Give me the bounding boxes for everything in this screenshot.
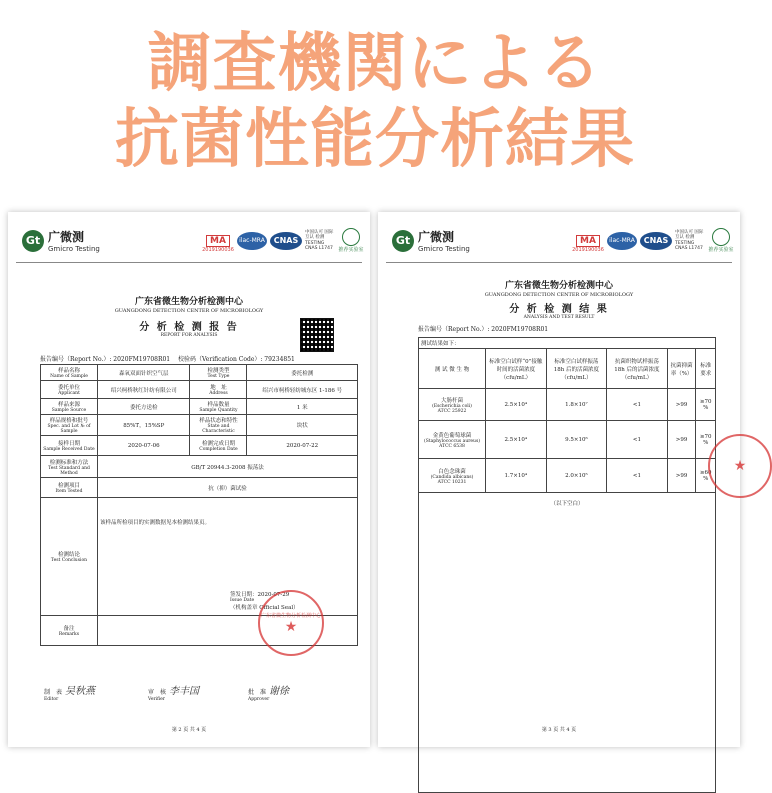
page-footer: 第 2 页 共 4 页 xyxy=(171,727,207,733)
result-title-cn: 分 析 检 测 结 果 xyxy=(509,304,609,315)
sample-quantity: 1 米 xyxy=(247,399,358,415)
gmicro-logo-icon: Gt xyxy=(392,230,414,252)
report-info-table: 样品名称 Name of Sample 森氧双面针织空气层 检测类型 Test Type 委托检测 委托单位 Applicant 绍兴柯桥秋红针纺有限公司 地 址 Address 绍兴市柯桥轻纺城东区 1-186 号 样品来源 Sample Source 委托方送检 样品数量 Sample Quantity 1 米 样品规格和批号 Spec. and Lot № of Sample 85%T，15%SP 样品状态和特性 State and Characteristic 块状 接样日期 Sample Received Date 2020-07-06 检测完成日期 Completion Date 2020-07-22 检测标准和方法 Test Standard and Method GB/T 20944.3-2008 振荡法 检测项目 Item Tested 抗（抑）菌试验 检测结论 Test Conclusion 该样品所检项目的实测数据见本检测结果页。 签发日期：2020-07-29 Issue Date （机构盖章 Official Seal） 备注 Remarks xyxy=(40,364,358,646)
report-title-cn: 分 析 检 测 报 告 xyxy=(139,322,239,333)
recommended-lab-logo-icon: 推荐实验室 xyxy=(338,228,364,253)
gmicro-logo xyxy=(392,228,470,253)
org-name-cn: 广东省微生物分析检测中心 xyxy=(504,281,613,291)
report-page-2 xyxy=(378,212,747,747)
cma-logo-icon: MA 2019190036 xyxy=(202,236,234,253)
verifier-signature: 审 核 李丰国 Verifier xyxy=(148,686,200,702)
address: 绍兴市柯桥轻纺城东区 1-186 号 xyxy=(247,381,358,399)
table-caption: 测试结果如下： xyxy=(419,338,716,349)
report-number: 报告编号（Report No.）: 2020FM19708R01 xyxy=(40,356,171,363)
cnas-logo-icon: CNAS xyxy=(270,232,302,250)
cnas-text: 中国认可 国际互认 检测 TESTING CNAS L1747 xyxy=(675,229,704,251)
certification-logos xyxy=(572,228,734,253)
gmicro-logo xyxy=(22,228,100,253)
recommended-lab-logo-icon: 推荐实验室 xyxy=(708,228,734,253)
editor-signature: 制 表 吴秋燕 Editor xyxy=(44,686,96,702)
sample-source: 委托方送检 xyxy=(98,399,190,415)
sample-name: 森氧双面针织空气层 xyxy=(98,365,190,381)
sample-spec: 85%T，15%SP xyxy=(98,415,190,436)
gmicro-logo-icon: Gt xyxy=(22,230,44,252)
test-results-table xyxy=(418,337,716,793)
qr-code-icon xyxy=(300,318,334,352)
page-footer: 第 3 页 共 4 页 xyxy=(541,727,577,733)
ilac-mra-logo-icon: ilac-MRA xyxy=(607,232,637,250)
verification-code: 校验码（Verification Code）: 79234851 xyxy=(178,356,295,363)
completion-date: 2020-07-22 xyxy=(247,436,358,456)
test-type: 委托检测 xyxy=(247,365,358,381)
received-date: 2020-07-06 xyxy=(98,436,190,456)
report-number: 报告编号（Report No.）: 2020FM19708R01 xyxy=(418,326,549,333)
item-tested: 抗（抑）菌试验 xyxy=(98,478,358,498)
official-seal-text: （机构盖章 Official Seal） xyxy=(230,605,299,611)
official-seal-stamp: 广东省微生物分析检测中心 ★ xyxy=(258,590,324,656)
result-title-en: ANALYSIS AND TEST RESULT xyxy=(523,315,595,320)
report-page-1 xyxy=(8,212,370,747)
cma-logo-icon: MA 2019190036 xyxy=(572,236,604,253)
cnas-text: 中国认可 国际互认 检测 TESTING CNAS L1747 xyxy=(305,229,334,251)
logo-cn-text: 广微测 xyxy=(48,230,85,244)
certification-logos xyxy=(202,228,364,253)
table-row: 金黄色葡萄球菌 (Staphylococcus aureus) ATCC 6538 2.5×10⁴ 9.5×10⁶ <1 >99 ≥70 % xyxy=(419,421,716,459)
applicant: 绍兴柯桥秋红针纺有限公司 xyxy=(98,381,190,399)
headline-line-1: 調査機関による xyxy=(147,27,603,101)
blank-below-notice: （以下空白） xyxy=(419,493,716,793)
cnas-logo-icon: CNAS xyxy=(640,232,672,250)
issue-date: 2020-07-29 xyxy=(257,592,290,598)
test-standard: GB/T 20944.3-2008 振荡法 xyxy=(98,456,358,478)
ilac-mra-logo-icon: ilac-MRA xyxy=(237,232,267,250)
logo-en-text: Gmicro Testing xyxy=(48,245,100,253)
test-conclusion: 该样品所检项目的实测数据见本检测结果页。 签发日期：2020-07-29 Issue Date （机构盖章 Official Seal） xyxy=(98,498,358,616)
official-seal-stamp: ★ xyxy=(708,434,772,498)
org-name-en: GUANGDONG DETECTION CENTER OF MICROBIOLOGY xyxy=(114,308,264,314)
logo-en-text: Gmicro Testing xyxy=(418,245,470,253)
org-name-en: GUANGDONG DETECTION CENTER OF MICROBIOLOGY xyxy=(484,292,634,298)
table-row: 白色念珠菌 (Candida albicans) ATCC 10231 1.7×10⁴ 2.0×10⁵ <1 >99 ≥60 % xyxy=(419,459,716,493)
report-title-en: REPORT FOR ANALYSIS xyxy=(160,333,218,338)
logo-cn-text: 广微测 xyxy=(418,230,455,244)
headline-line-2: 抗菌性能分析結果 xyxy=(115,103,635,177)
table-header-row: 测 试 微 生 物 标准空白试样“0”接触时间的活菌浓度（cfu/mL） 标准空白试样振荡 18h 后的活菌浓度（cfu/mL） 抗菌织物试样振荡 18h 后的活菌浓度（cfu/mL） 抗菌抑菌率（%） 标准要求 xyxy=(419,349,716,389)
sample-state: 块状 xyxy=(247,415,358,436)
approver-signature: 批 准 谢徐 Approver xyxy=(248,686,290,702)
table-row: 大肠杆菌 (Escherichia coli) ATCC 25922 2.5×10⁴ 1.8×10⁷ <1 >99 ≥70 % xyxy=(419,389,716,421)
org-name-cn: 广东省微生物分析检测中心 xyxy=(134,297,243,307)
